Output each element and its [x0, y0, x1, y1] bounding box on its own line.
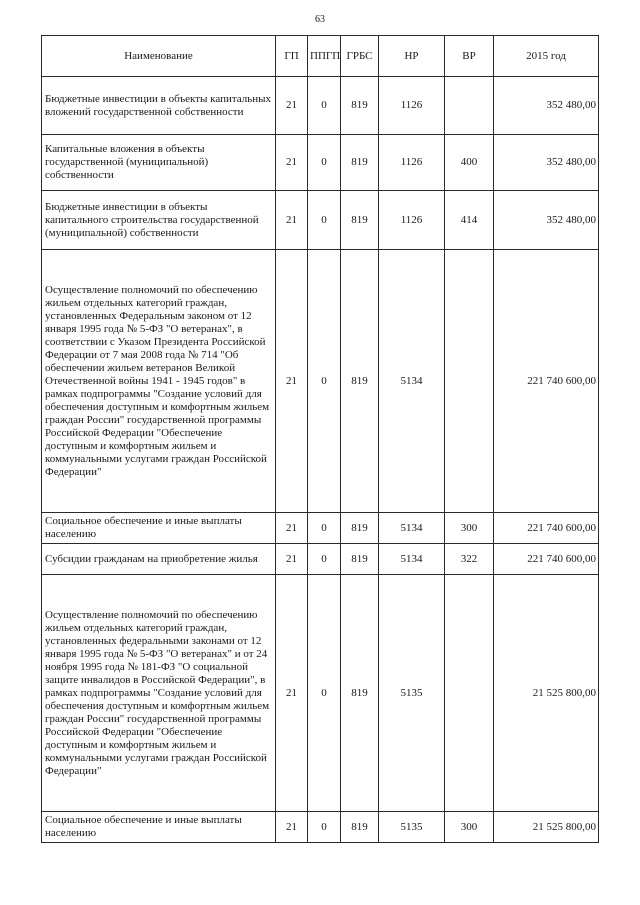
- table-row: [42, 191, 599, 250]
- row-amount: 352 480,00: [494, 191, 599, 250]
- header-gp: ГП: [276, 36, 308, 77]
- row-np: 1126: [379, 77, 445, 135]
- row-gp: 21: [276, 513, 308, 544]
- row-gp: 21: [276, 77, 308, 135]
- row-ppgp: 0: [308, 812, 341, 843]
- row-ppgp: 0: [308, 544, 341, 575]
- row-grbs: 819: [341, 575, 379, 812]
- table-row: [42, 77, 599, 135]
- row-amount: 352 480,00: [494, 135, 599, 191]
- header-ppgp: ППГП: [308, 36, 341, 77]
- row-gp: 21: [276, 575, 308, 812]
- row-ppgp: 0: [308, 77, 341, 135]
- row-ppgp: 0: [308, 135, 341, 191]
- row-grbs: 819: [341, 250, 379, 513]
- row-vr: 400: [445, 135, 494, 191]
- row-grbs: 819: [341, 812, 379, 843]
- row-name: Бюджетные инвестиции в объекты капитального строительства государственной (муниципальной) собственности: [42, 191, 276, 250]
- row-vr: 300: [445, 812, 494, 843]
- row-ppgp: 0: [308, 250, 341, 513]
- row-name: Капитальные вложения в объекты государственной (муниципальной) собственности: [42, 135, 276, 191]
- row-np: 5134: [379, 250, 445, 513]
- budget-table: [41, 35, 599, 843]
- row-amount: 221 740 600,00: [494, 250, 599, 513]
- table-row: [42, 812, 599, 843]
- row-amount: 221 740 600,00: [494, 513, 599, 544]
- row-name: Бюджетные инвестиции в объекты капитальных вложений государственной собственности: [42, 77, 276, 135]
- row-vr: 414: [445, 191, 494, 250]
- row-grbs: 819: [341, 544, 379, 575]
- row-np: 5135: [379, 812, 445, 843]
- row-np: 5135: [379, 575, 445, 812]
- row-ppgp: 0: [308, 575, 341, 812]
- row-vr: [445, 77, 494, 135]
- table-row: [42, 544, 599, 575]
- row-np: 1126: [379, 135, 445, 191]
- table-row: [42, 575, 599, 812]
- row-amount: 352 480,00: [494, 77, 599, 135]
- row-gp: 21: [276, 191, 308, 250]
- table-row: [42, 513, 599, 544]
- row-amount: 221 740 600,00: [494, 544, 599, 575]
- row-amount: 21 525 800,00: [494, 812, 599, 843]
- row-grbs: 819: [341, 513, 379, 544]
- page-number: 63: [315, 14, 325, 25]
- row-name: Осуществление полномочий по обеспечению жильем отдельных категорий граждан, установленных Федеральным законом от 12 января 1995 года № 5-ФЗ "О ветеранах", в соответствии с Указом Президента Российской Федерации от 7 мая 2008 года № 714 "Об обеспечении жильем ветеранов Великой Отечественной войны 1941 - 1945 годов" в рамках подпрограммы "Создание условий для обеспечения доступным и комфортным жильем граждан России" государственной программы Российской Федерации "Обеспечение доступным и комфортным жильем и коммунальными услугами граждан Российской Федерации": [42, 250, 276, 513]
- header-np: НР: [379, 36, 445, 77]
- row-amount: 21 525 800,00: [494, 575, 599, 812]
- row-gp: 21: [276, 812, 308, 843]
- row-np: 1126: [379, 191, 445, 250]
- row-np: 5134: [379, 513, 445, 544]
- row-vr: [445, 575, 494, 812]
- header-vr: ВР: [445, 36, 494, 77]
- row-name: Субсидии гражданам на приобретение жилья: [42, 544, 276, 575]
- row-ppgp: 0: [308, 191, 341, 250]
- header-grbs: ГРБС: [341, 36, 379, 77]
- row-name: Социальное обеспечение и иные выплаты населению: [42, 812, 276, 843]
- row-grbs: 819: [341, 191, 379, 250]
- row-name: Социальное обеспечение и иные выплаты населению: [42, 513, 276, 544]
- row-gp: 21: [276, 250, 308, 513]
- header-year: 2015 год: [494, 36, 599, 77]
- table-row: [42, 250, 599, 513]
- row-grbs: 819: [341, 77, 379, 135]
- row-vr: [445, 250, 494, 513]
- row-gp: 21: [276, 544, 308, 575]
- row-name: Осуществление полномочий по обеспечению жильем отдельных категорий граждан, установленных федеральными законами от 12 января 1995 года № 5-ФЗ "О ветеранах" и от 24 ноября 1995 года № 181-ФЗ "О социальной защите инвалидов в Российской Федерации", в рамках подпрограммы "Создание условий для обеспечения доступным и комфортным жильем граждан России" государственной программы Российской Федерации "Обеспечение доступным и комфортным жильем и коммунальными услугами граждан Российской Федерации": [42, 575, 276, 812]
- row-vr: 300: [445, 513, 494, 544]
- row-gp: 21: [276, 135, 308, 191]
- row-grbs: 819: [341, 135, 379, 191]
- table-header-row: [42, 36, 599, 77]
- row-vr: 322: [445, 544, 494, 575]
- row-ppgp: 0: [308, 513, 341, 544]
- row-np: 5134: [379, 544, 445, 575]
- table-row: [42, 135, 599, 191]
- header-name: Наименование: [42, 36, 276, 77]
